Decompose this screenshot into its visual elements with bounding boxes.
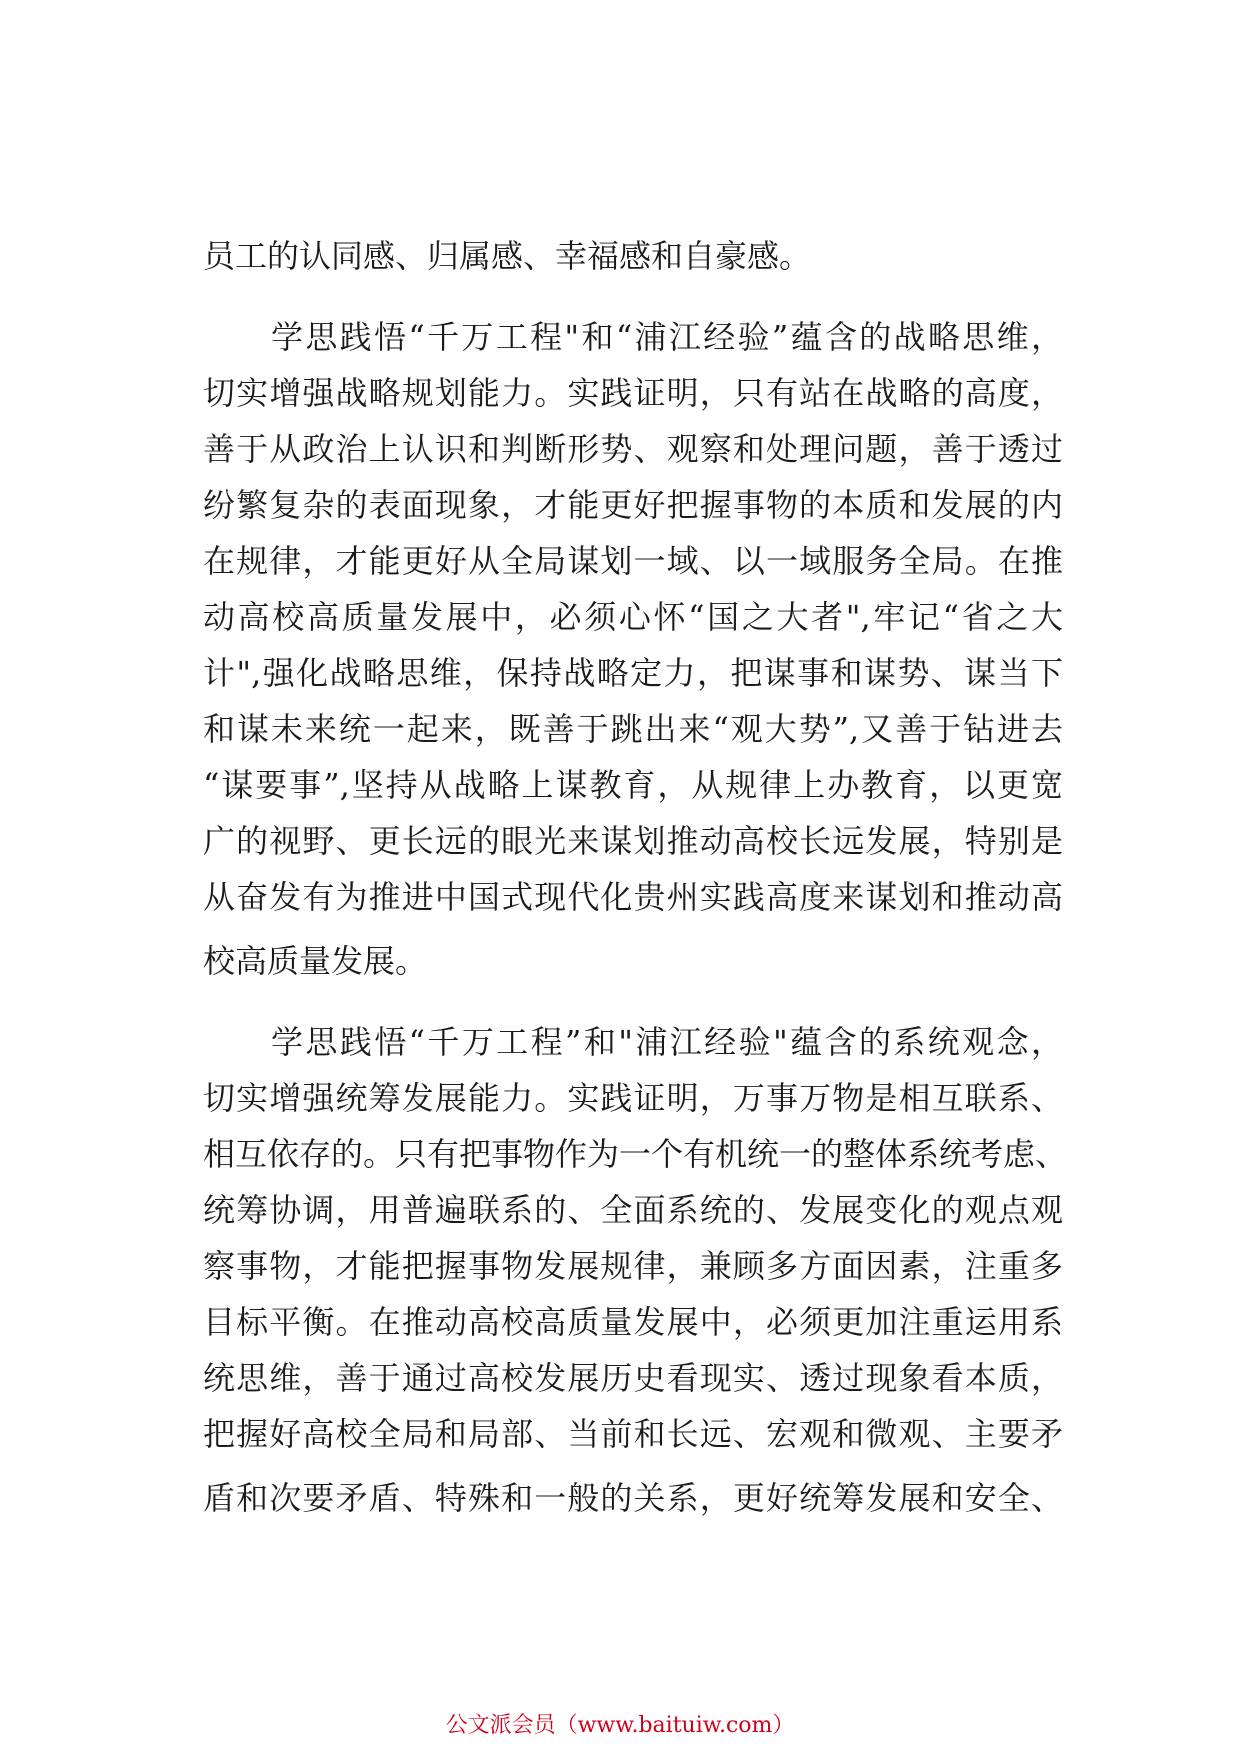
- text-line-16: 相互依存的。只有把事物作为一个有机统一的整体系统考虑、: [203, 1135, 1068, 1173]
- text-line-12: 从奋发有为推进中国式现代化贵州实践高度来谋划和推动高: [203, 878, 1063, 916]
- text-line-1: 员工的认同感、归属感、幸福感和自豪感。: [203, 237, 812, 275]
- text-line-21: 把握好高校全局和局部、当前和长远、宏观和微观、主要矛: [203, 1415, 1063, 1453]
- text-line-18: 察事物，才能把握事物发展规律，兼顾多方面因素，注重多: [203, 1247, 1063, 1285]
- text-line-19: 目标平衡。在推动高校高质量发展中，必须更加注重运用系: [203, 1303, 1063, 1341]
- text-line-8: 计",强化战略思维，保持战略定力，把谋事和谋势、谋当下: [203, 654, 1063, 692]
- text-line-15: 切实增强统筹发展能力。实践证明，万事万物是相互联系、: [203, 1079, 1063, 1117]
- text-line-11: 广的视野、更长远的眼光来谋划推动高校长远发展，特别是: [203, 822, 1063, 860]
- text-line-4: 善于从政治上认识和判断形势、观察和处理问题，善于透过: [203, 430, 1063, 468]
- text-line-9: 和谋未来统一起来，既善于跳出来“观大势”,又善于钻进去: [203, 710, 1063, 748]
- text-line-17: 统筹协调，用普遍联系的、全面系统的、发展变化的观点观: [203, 1191, 1063, 1229]
- text-line-10: “谋要事”,坚持从战略上谋教育，从规律上办教育，以更宽: [203, 766, 1063, 804]
- text-line-3: 切实增强战略规划能力。实践证明，只有站在战略的高度，: [203, 374, 1063, 412]
- footer-watermark: 公文派会员（www.baituiw.com）: [445, 1713, 795, 1738]
- text-line-2: 学思践悟“千万工程"和“浦江经验”蕴含的战略思维，: [271, 318, 1063, 356]
- text-line-7: 动高校高质量发展中，必须心怀“国之大者",牢记“省之大: [203, 598, 1063, 636]
- text-line-22: 盾和次要矛盾、特殊和一般的关系，更好统筹发展和安全、: [203, 1479, 1063, 1517]
- text-line-14: 学思践悟“千万工程”和"浦江经验"蕴含的系统观念，: [271, 1023, 1063, 1061]
- text-line-13: 校高质量发展。: [203, 942, 428, 980]
- text-line-20: 统思维，善于通过高校发展历史看现实、透过现象看本质，: [203, 1359, 1063, 1397]
- text-line-5: 纷繁复杂的表面现象，才能更好把握事物的本质和发展的内: [203, 486, 1063, 524]
- text-line-6: 在规律，才能更好从全局谋划一域、以一域服务全局。在推: [203, 542, 1063, 580]
